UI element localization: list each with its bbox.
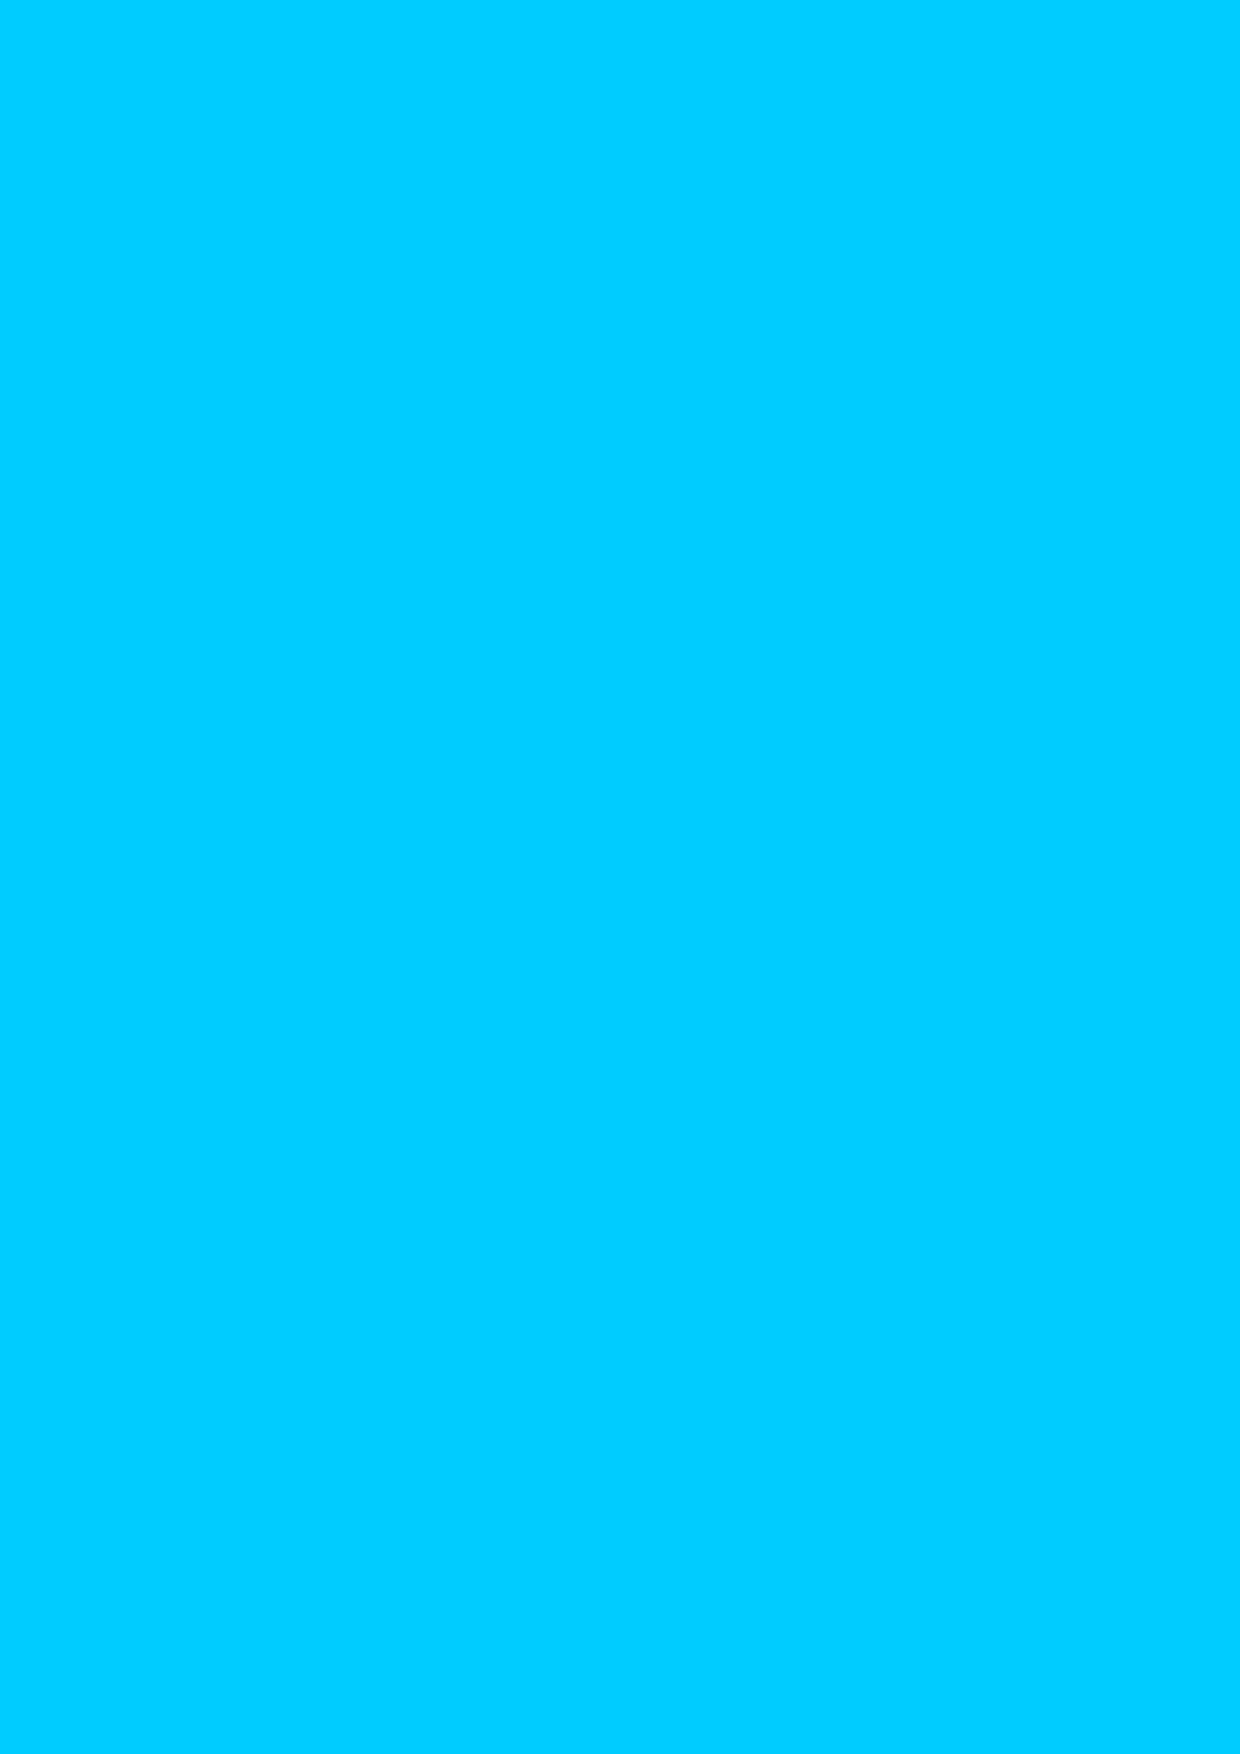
document-body: [187, 149, 1053, 344]
blank-answer-space: [187, 149, 1053, 344]
